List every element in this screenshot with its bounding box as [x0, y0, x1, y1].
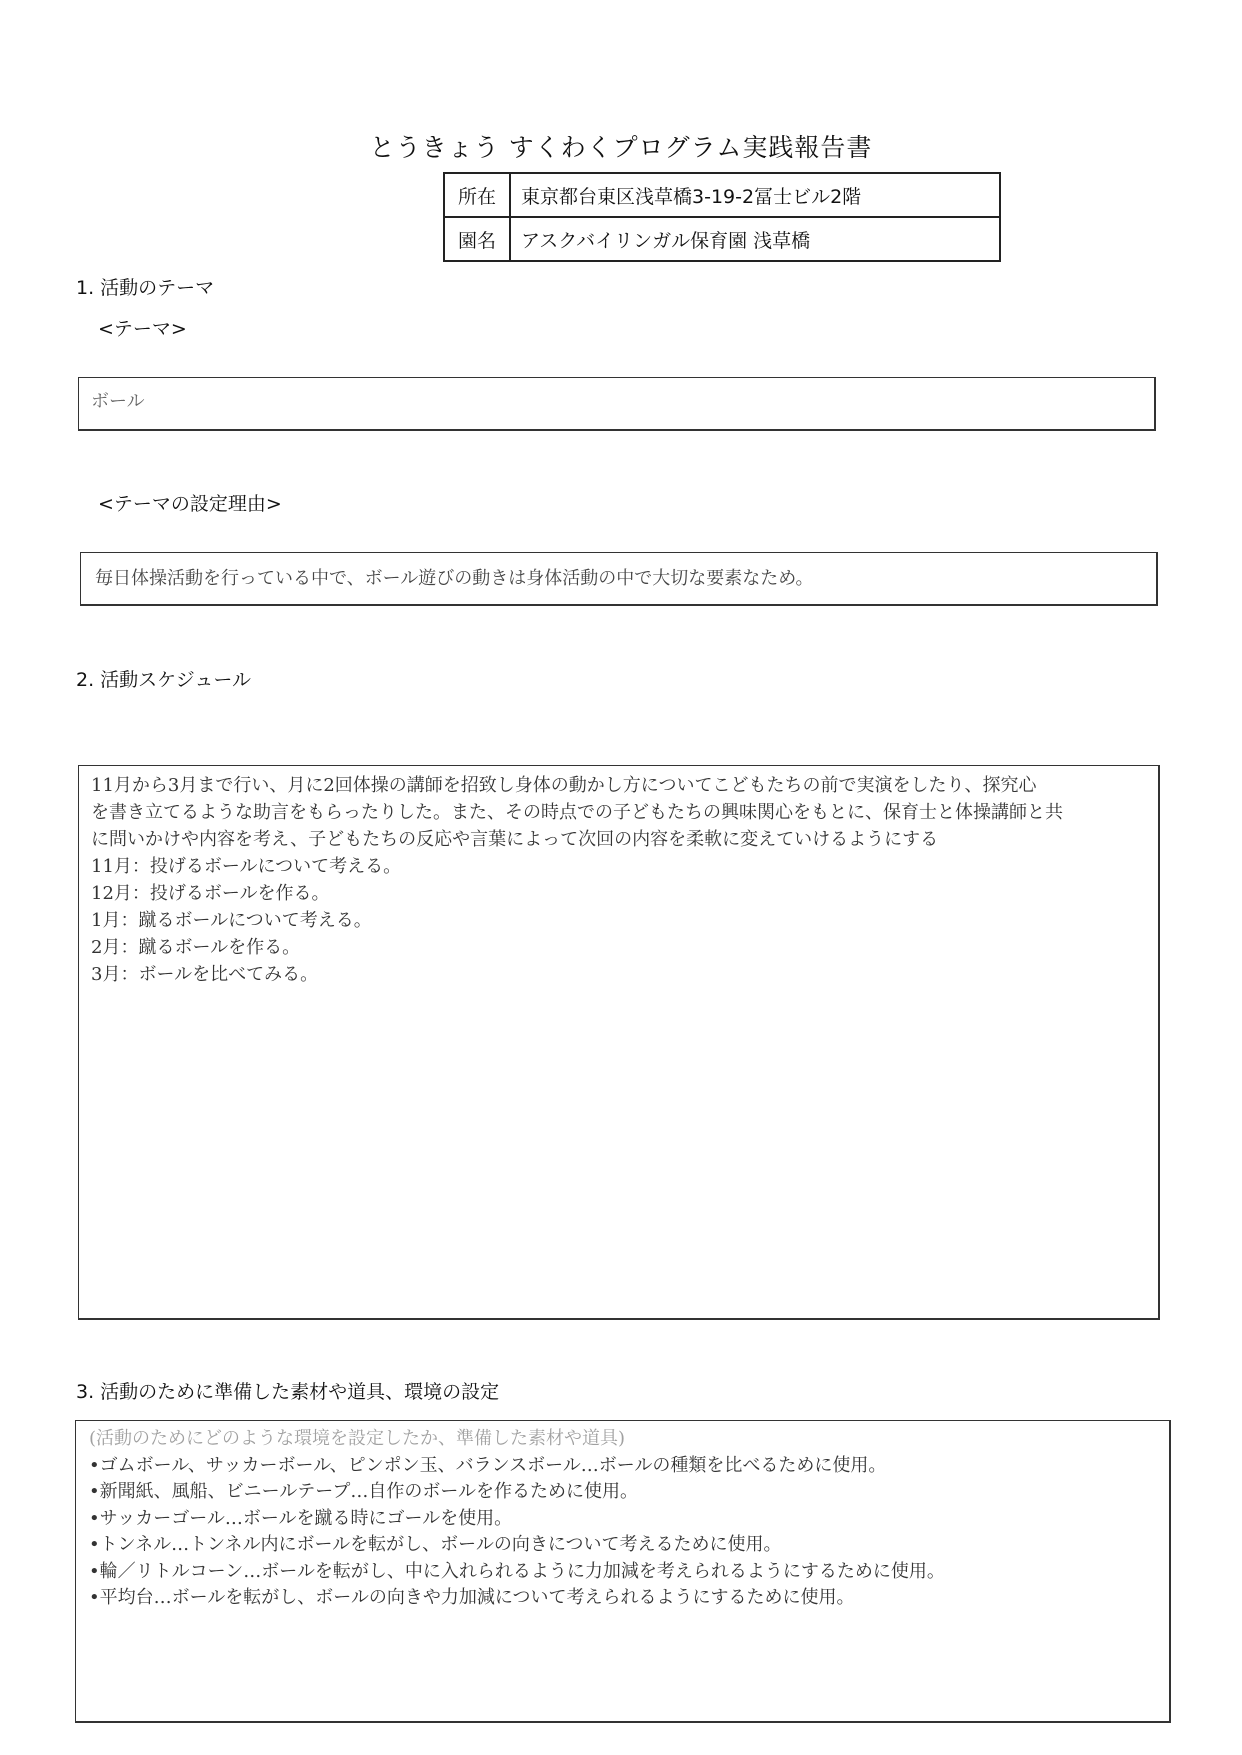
- location-value: 東京都台東区浅草橋3-19-2冨士ビル2階: [510, 173, 1000, 217]
- schedule-box: [78, 765, 1160, 1320]
- theme-label: <テーマ>: [98, 318, 187, 340]
- schedule-item: 12月：投げるボールを作る。: [91, 883, 330, 904]
- materials-item: •新聞紙、風船、ビニールテープ…自作のボールを作るために使用。: [89, 1481, 638, 1502]
- materials-item: •ゴムボール、サッカーボール、ピンポン玉、バランスボール…ボールの種類を比べるために使用。: [89, 1454, 887, 1476]
- materials-box: [75, 1420, 1171, 1723]
- section3-heading: 3. 活動のために準備した素材や道具、環境の設定: [76, 1381, 500, 1403]
- materials-item: •サッカーゴール…ボールを蹴る時にゴールを使用。: [89, 1507, 513, 1529]
- schedule-intro-line: を書き立てるような助言をもらったりした。また、その時点での子どもたちの興味関心をもとに、保育士と体操講師と共: [91, 802, 1063, 823]
- theme-box: [78, 377, 1156, 431]
- materials-item: •トンネル…トンネル内にボールを転がし、ボールの向きについて考えるために使用。: [89, 1534, 782, 1555]
- schedule-item: 2月：蹴るボールを作る。: [91, 937, 301, 958]
- location-row: [444, 173, 1000, 217]
- facility-name-label: 園名: [444, 217, 510, 261]
- facility-name-row: [444, 217, 1000, 261]
- materials-hint: (活動のためにどのような環境を設定したか、準備した素材や道具): [89, 1428, 626, 1449]
- schedule-intro-line: 11月から3月まで行い、月に2回体操の講師を招致し身体の動かし方についてこどもたちの前で実演をしたり、探究心: [91, 775, 1037, 796]
- theme-reason-value: 毎日体操活動を行っている中で、ボール遊びの動きは身体活動の中で大切な要素なため。: [95, 568, 814, 589]
- schedule-intro-line: に問いかけや内容を考え、子どもたちの反応や言葉によって次回の内容を柔軟に変えていけるようにする: [91, 829, 939, 850]
- location-label: 所在: [444, 173, 510, 217]
- facility-info-table: [443, 172, 1001, 262]
- theme-reason-label: <テーマの設定理由>: [98, 493, 282, 515]
- section2-heading: 2. 活動スケジュール: [76, 669, 252, 691]
- materials-item: •輪／リトルコーン…ボールを転がし、中に入れられるように力加減を考えられるようにするために使用。: [89, 1560, 945, 1582]
- schedule-item: 1月：蹴るボールについて考える。: [91, 910, 372, 931]
- schedule-item: 3月：ボールを比べてみる。: [91, 964, 319, 985]
- schedule-item: 11月：投げるボールについて考える。: [91, 856, 402, 877]
- report-title: とうきょう すくわくプログラム実践報告書: [369, 133, 873, 162]
- facility-name-value: アスクバイリンガル保育園 浅草橋: [510, 217, 1000, 261]
- materials-item: •平均台…ボールを転がし、ボールの向きや力加減について考えられるようにするために使用。: [89, 1587, 855, 1608]
- theme-value: ボール: [91, 391, 145, 412]
- section1-heading: 1. 活動のテーマ: [76, 277, 215, 299]
- theme-reason-box: [80, 552, 1158, 606]
